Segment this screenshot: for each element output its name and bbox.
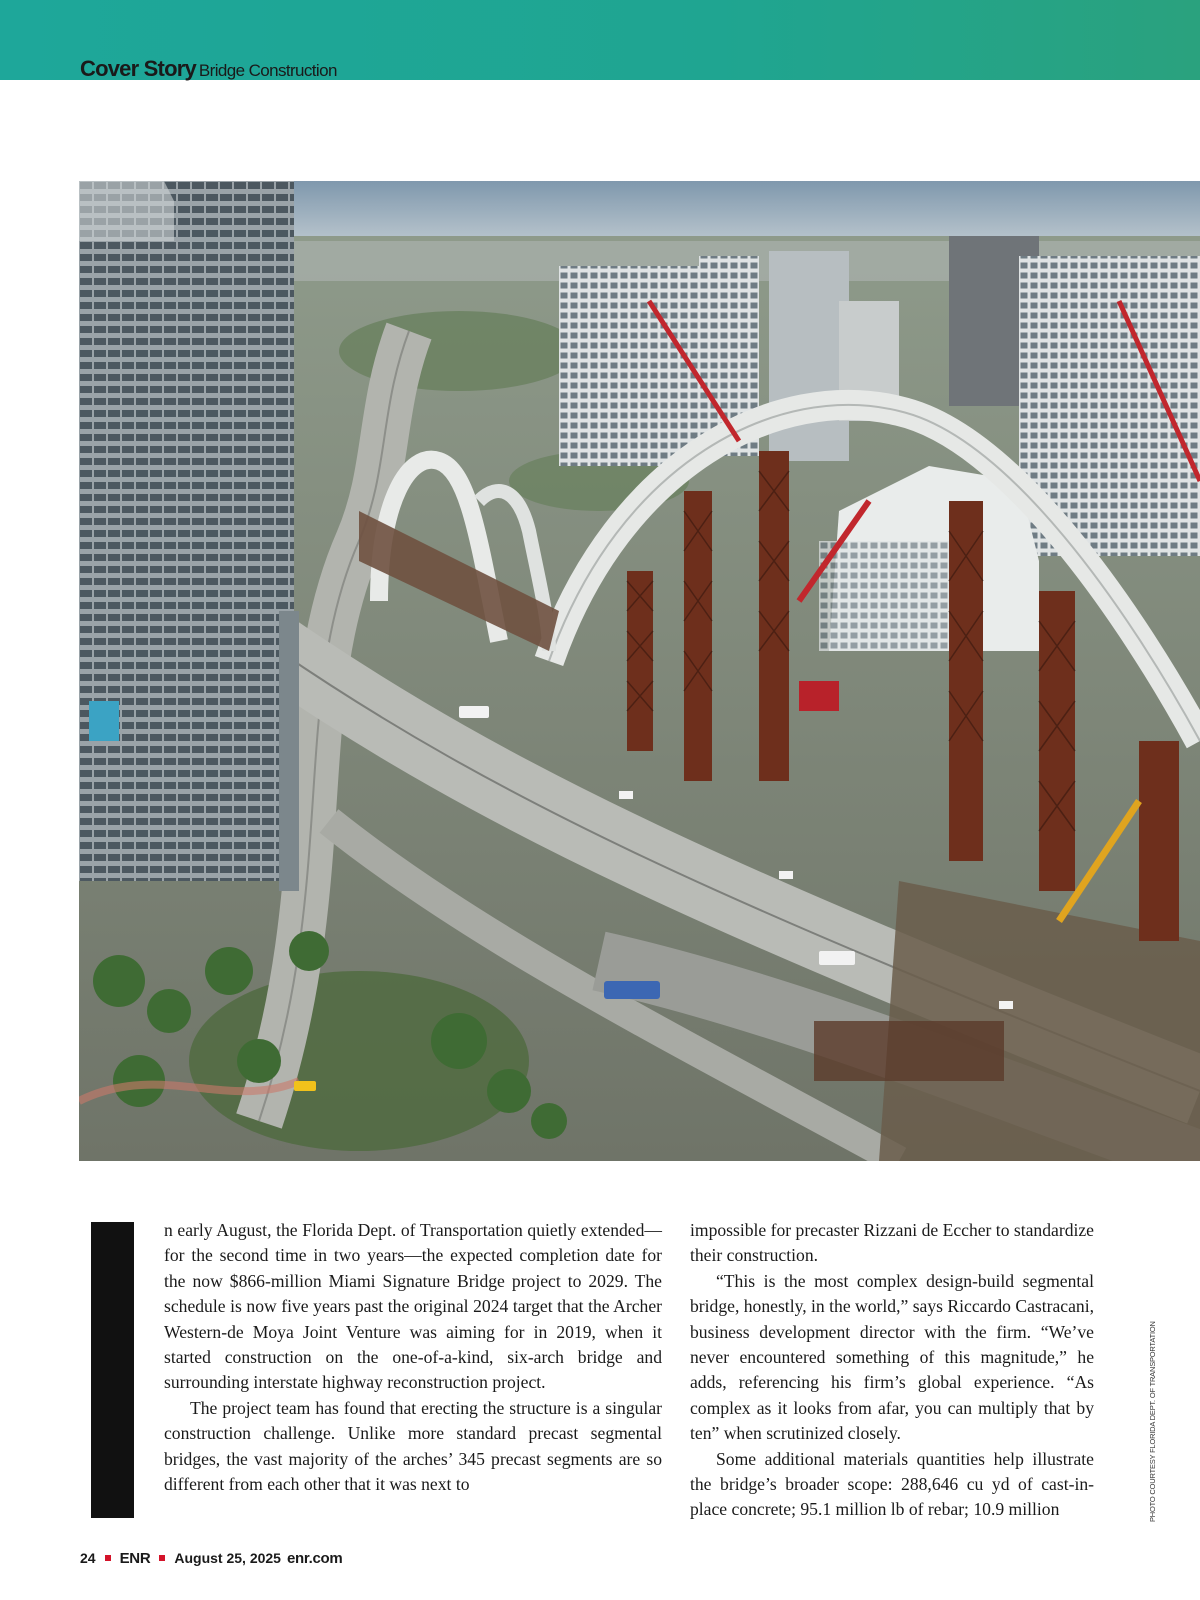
article-column-2	[690, 1218, 1094, 1523]
section-title: Cover Story	[80, 56, 196, 81]
section-label	[80, 56, 337, 86]
paragraph: The project team has found that erecting the structure is a singular construction challenge. Unlike more standard precast segmental bridges, the vast majority of the arches’ 345 precast segments are so different from each other that it was next to	[164, 1397, 662, 1495]
paragraph: n early August, the Florida Dept. of Transportation quietly extended—for the second time in two years—the expected completion date for the now $866-million Miami Signature Bridge project to 2029. The schedule is now five years past the original 2024 target that the Archer Western-de Moya Joint Venture was aiming for in 2019, when it started construction on the one-of-a-kind, six-arch bridge and surrounding interstate highway reconstruction project.	[164, 1220, 662, 1393]
section-subtitle: Bridge Construction	[198, 61, 337, 80]
page-number: 24	[80, 1550, 96, 1566]
photo-credit: PHOTO COURTESY FLORIDA DEPT. OF TRANSPORTATION	[1148, 1321, 1157, 1522]
paragraph: “This is the most complex design-build segmental bridge, honestly, in the world,” says Riccardo Castracani, business development director with the firm. “We’ve never encountered something of this magnitude,” he adds, referencing his firm’s global experience. “As complex as it looks from afar, you can multiply that by ten” when scrutinized closely.	[690, 1270, 1094, 1444]
website: enr.com	[286, 1549, 343, 1567]
page-footer	[80, 1548, 342, 1568]
separator-square-icon	[159, 1555, 165, 1561]
aerial-bridge-photo	[79, 181, 1200, 1161]
publication-name: ENR	[119, 1549, 151, 1567]
issue-date: August 25, 2025	[174, 1550, 281, 1566]
paragraph: impossible for precaster Rizzani de Eccher to standardize their construction.	[690, 1220, 1094, 1266]
drop-cap-letter	[91, 1222, 134, 1518]
paragraph: Some additional materials quantities help illustrate the bridge’s broader scope: 288,646 cu yd of cast-in-place concrete; 95.1 million lb of rebar; 10.9 million	[690, 1448, 1094, 1520]
separator-square-icon	[105, 1555, 111, 1561]
article-column-1	[164, 1218, 662, 1497]
